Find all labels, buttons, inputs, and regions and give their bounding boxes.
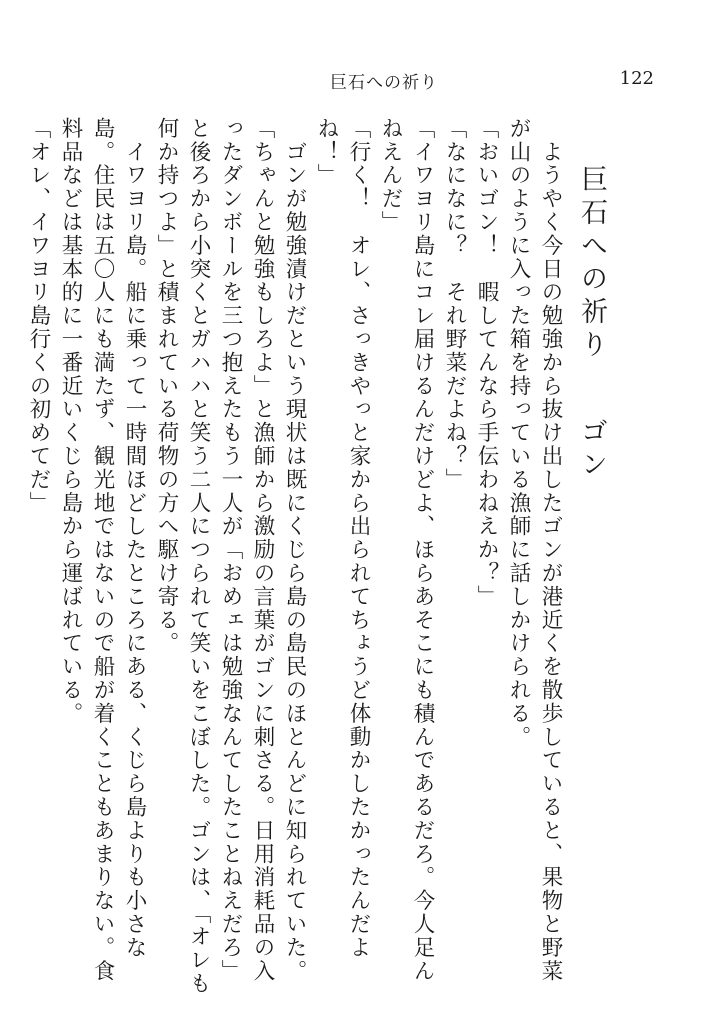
paragraph: 「なになに？ それ野菜だよね？」 — [442, 117, 467, 492]
running-head — [0, 68, 724, 94]
paragraph: 「行く！ オレ、さっきやっと家から出られてちょうど体動かしたかったんだよね！」 — [314, 117, 371, 960]
paragraph: ようやく今日の勉強から抜け出したゴンが港近くを散歩していると、果物と野菜が山のように入った箱を持っている漁師に話しかけられる。 — [506, 117, 563, 983]
paragraph: 「おいゴン！ 暇してんなら手伝わねえか？」 — [474, 117, 499, 609]
running-title: 巨石への祈り — [330, 73, 438, 93]
paragraph: イワヨリ島。船に乗って一時間ほどしたところにある、くじら島よりも小さな島。住民は五〇人にも満たず、観光地ではないので船が着くこともあまりない。食料品などは基本的に一番近いくじら島から運ばれている。 — [58, 117, 147, 983]
chapter-title: 巨石への祈り — [576, 165, 607, 363]
paragraph: 「オレ、イワヨリ島行くの初めてだ」 — [26, 117, 51, 515]
chapter-heading — [566, 117, 616, 997]
chapter-character: ゴン — [576, 417, 607, 483]
paragraph: 「イワヨリ島にコレ届けるんだけどよ、ほらあそこにも積んであるだろ。今人足んねえんだ」 — [378, 117, 435, 983]
page-number: 122 — [619, 68, 654, 89]
vertical-body-text — [26, 117, 616, 997]
paragraph: ゴンが勉強漬けだという現状は既にくじら島の島民のほとんどに知られていた。「ちゃんと勉強もしろよ」と漁師から激励の言葉がゴンに刺さる。日用消耗品の入ったダンボールを三つ抱えたもう一人が「おめェは勉強なんてしたことねえだろ」と後ろから小突くとガハハと笑う二人につられて笑いをこぼした。ゴンは、「オレも何か持つよ」と積まれている荷物の方へ駆け寄る。 — [154, 117, 307, 996]
